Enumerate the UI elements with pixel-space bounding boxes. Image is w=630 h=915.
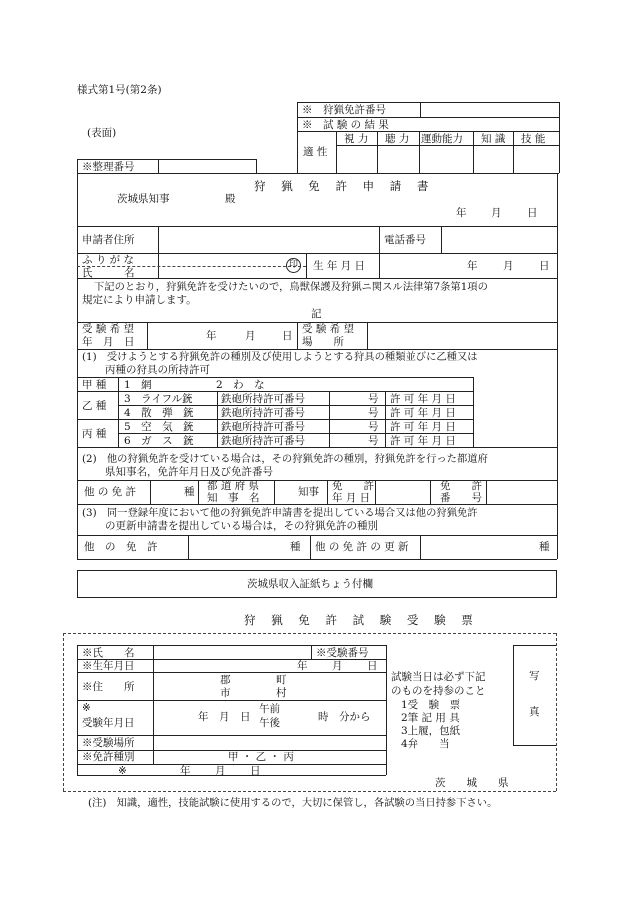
motor-column: 運動能力 (421, 133, 463, 145)
knowledge-column: 知 識 (481, 133, 506, 145)
pref-label-1: 都 道 府 県 (207, 480, 260, 492)
section3-line-2: の更新申請書を提出している場合は，その狩猟免許の種別 (105, 520, 378, 532)
ticket-am: 午前 (259, 703, 280, 715)
section1-line-1: (1) 受けようとする狩猟免許の種別及び使用しようとする狩具の種類並びに乙種又は (82, 351, 478, 363)
seal-mark-icon: 印 (286, 258, 301, 273)
name-label: 氏 名 (82, 267, 135, 279)
vision-column: 視 力 (344, 133, 369, 145)
ki-label: 記 (311, 308, 322, 320)
birthdate-label: 生 年 月 日 (313, 260, 366, 272)
other-license-label: 他 の 免 許 (84, 486, 137, 498)
photo-label-2: 真 (529, 706, 540, 718)
ticket-machi: 町 (276, 674, 287, 686)
ticket-issue-month: 月 (215, 765, 226, 777)
reference-number-label: ※整理番号 (82, 161, 135, 173)
ticket-shi: 市 (220, 687, 231, 699)
exam-place-label-2: 場 所 (302, 336, 344, 348)
revenue-stamp-label: 茨城県収入証紙ちょう付欄 (247, 578, 373, 590)
ticket-issue-year: 年 (180, 765, 191, 777)
permit-date-label: 許 可 年 月 日 (390, 393, 456, 405)
section2-line-1: (2) 他の狩猟免許を受けている場合は，その狩猟免許の種別，狩猟免許を行った都道府 (82, 453, 488, 465)
skill-column: 技 能 (521, 133, 546, 145)
permit-no-label: 鉄砲所持許可番号 (221, 421, 305, 433)
form-number: 様式第1号(第2条) (77, 84, 162, 96)
kou-label: 甲 種 (82, 379, 107, 391)
exam-day: 日 (282, 330, 293, 342)
phone-label: 電話番号 (384, 234, 426, 246)
ticket-issue-mark: ※ (118, 765, 127, 777)
renewal-label: 他 の 免 許 の 更 新 (315, 541, 409, 553)
go-label: 号 (368, 407, 379, 419)
ticket-time: 時 分から (318, 711, 371, 723)
exam-date-label-2: 年 月 日 (82, 336, 135, 348)
ticket-birth-label: ※生年月日 (82, 660, 135, 672)
gun-shotgun: 4 散 弾 銃 (124, 407, 194, 419)
application-date-year: 年 (456, 207, 467, 219)
license-date-label-2: 年 月 日 (332, 492, 371, 504)
exam-date-label-1: 受 験 希 望 (82, 323, 135, 335)
license-no-label-1: 免 許 (440, 480, 482, 492)
shu-label-3: 種 (290, 541, 301, 553)
gun-air: 5 空 気 銃 (124, 421, 194, 433)
bring-item-1: 1受 験 票 (401, 699, 461, 711)
footer-note: (注) 知識，適性，技能試験に使用するので，大切に保管し，各試験の当日持参下さい。 (88, 797, 498, 809)
ticket-pm: 午後 (259, 717, 280, 729)
exam-result-label: ※ 試 験 の 結 果 (302, 119, 389, 131)
statement-line-2: 規定により申請します。 (82, 294, 197, 306)
honorific: 殿 (225, 193, 236, 205)
ticket-birth-month: 月 (332, 660, 343, 672)
section1-line-2: 丙種の狩具の所持許可 (105, 364, 210, 376)
license-date-label-1: 免 許 (332, 480, 374, 492)
ticket-birth-year: 年 (297, 660, 308, 672)
ticket-gun: 郡 (220, 674, 231, 686)
section2-line-2: 県知事名，免許年月日及び免許番号 (105, 466, 273, 478)
birth-year: 年 (467, 260, 478, 272)
gun-gas: 6 ガ ス 銃 (124, 435, 194, 447)
address-label: 申請者住所 (82, 234, 135, 246)
statement-line-1: 下記のとおり，狩猟免許を受けたいので，鳥獣保護及狩猟ニ関スル法律第7条第1項の (94, 281, 488, 293)
exam-place-label-1: 受 験 希 望 (302, 323, 355, 335)
application-date-day: 日 (527, 207, 538, 219)
ticket-address-label: ※住 所 (82, 681, 135, 693)
go-label: 号 (368, 435, 379, 447)
hearing-column: 聴 力 (385, 133, 410, 145)
addressee: 茨城県知事 (117, 193, 170, 205)
bring-notice-1: 試験当日は必ず下記 (391, 671, 486, 683)
go-label: 号 (368, 393, 379, 405)
permit-date-label: 許 可 年 月 日 (390, 407, 456, 419)
aptitude-label: 適 性 (303, 146, 328, 158)
ticket-mura: 村 (276, 687, 287, 699)
ticket-exam-no-label: ※受験番号 (316, 647, 369, 659)
hei-label: 丙 種 (82, 428, 107, 440)
kou-item-net: 1 網 (124, 379, 152, 391)
license-number-label: ※ 狩猟免許番号 (302, 104, 386, 116)
ticket-issue-day: 日 (250, 765, 261, 777)
bring-notice-2: のものを持参のこと (391, 685, 486, 697)
permit-no-label: 鉄砲所持許可番号 (221, 393, 305, 405)
section3-line-1: (3) 同一登録年度において他の狩猟免許申請書を提出している場合又は他の狩猟免許 (82, 507, 478, 519)
birth-day: 日 (539, 260, 550, 272)
other-license-label-3: 他 の 免 許 (84, 541, 158, 553)
bring-item-3: 3上履，包紙 (401, 725, 461, 737)
go-label: 号 (368, 421, 379, 433)
ticket-issuer: 茨 城 県 (435, 777, 509, 789)
birth-month: 月 (503, 260, 514, 272)
pref-label-2: 知 事 名 (207, 492, 260, 504)
otsu-label: 乙 種 (82, 400, 107, 412)
permit-no-label: 鉄砲所持許可番号 (221, 435, 305, 447)
ticket-types: 甲 ・ 乙 ・ 丙 (228, 751, 294, 763)
exam-year: 年 (206, 330, 217, 342)
photo-label-1: 写 (529, 670, 540, 682)
ticket-exam-date-label: 受験年月日 (82, 717, 135, 729)
permit-date-label: 許 可 年 月 日 (390, 421, 456, 433)
ticket-type-label: ※免許種別 (82, 751, 135, 763)
application-title: 狩 猟 免 許 申 請 書 (254, 179, 435, 193)
gun-rifle: 3 ライフル銃 (124, 393, 193, 405)
ticket-exam-date-ymd: 年 月 日 (198, 711, 251, 723)
ticket-exam-date-mark: ※ (82, 702, 91, 714)
license-no-label-2: 番 号 (440, 492, 482, 504)
ticket-title: 狩 猟 免 許 試 験 受 験 票 (244, 613, 479, 627)
bring-item-2: 2筆 記 用 具 (401, 712, 460, 724)
ticket-place-label: ※受験場所 (82, 737, 135, 749)
front-side-label: (表面) (87, 127, 117, 139)
ticket-name-label: ※氏 名 (82, 647, 135, 659)
kou-item-trap: 2 わ な (216, 379, 265, 391)
shu-label-3b: 種 (539, 541, 550, 553)
permit-no-label: 鉄砲所持許可番号 (221, 407, 305, 419)
exam-month: 月 (245, 330, 256, 342)
permit-date-label: 許 可 年 月 日 (390, 435, 456, 447)
application-date-month: 月 (491, 207, 502, 219)
furigana-label: ふ り が な (82, 254, 135, 266)
shu-label: 種 (184, 486, 195, 498)
ticket-birth-day: 日 (367, 660, 378, 672)
chiji-label: 知事 (298, 486, 319, 498)
bring-item-4: 4弁 当 (401, 738, 450, 750)
